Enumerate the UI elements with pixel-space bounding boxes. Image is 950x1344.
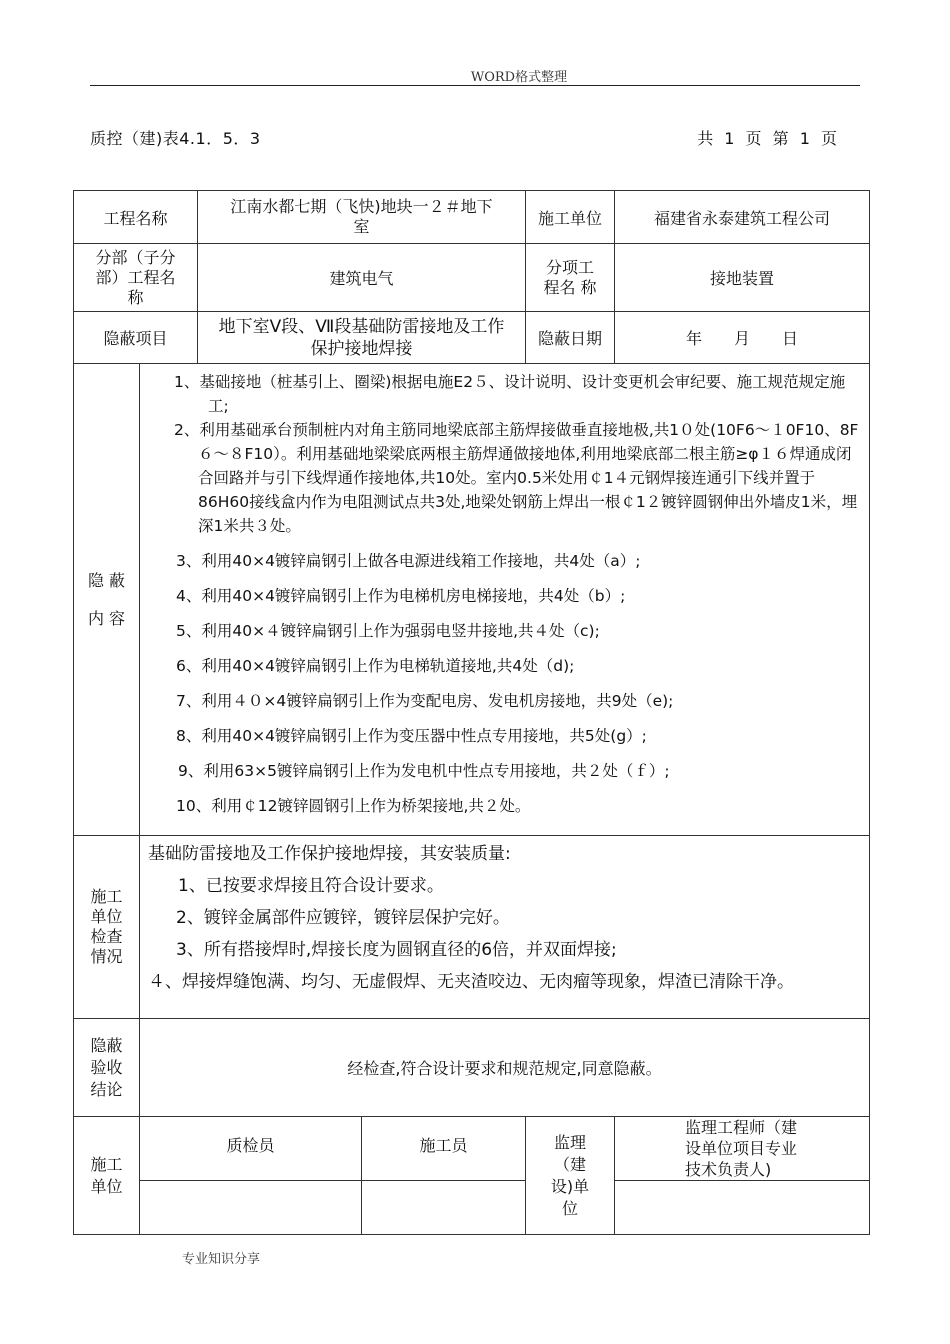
check-row	[74, 836, 870, 1019]
contractor-label: 施工单位	[526, 191, 615, 244]
sig-engineer-blank	[615, 1181, 870, 1235]
concealed-date-label: 隐蔽日期	[526, 312, 615, 364]
content-item-8: 8、利用40×4镀锌扁钢引上作为变压器中性点专用接地，共5处(g）;	[176, 727, 647, 745]
sig-builder-blank	[362, 1181, 526, 1235]
content-item-1: 1、基础接地（桩基引上、圈梁)根据电施E2５、设计说明、设计变更机会审纪要、施工规范规定施工;	[174, 373, 846, 415]
check-item-3: 3、所有搭接焊时,焊接长度为圆钢直径的6倍，并双面焊接;	[176, 940, 617, 960]
content-item-6: 6、利用40×4镀锌扁钢引上作为电梯轨道接地,共4处（d);	[176, 657, 575, 675]
signature-blank-row	[74, 1181, 870, 1235]
project-name-value: 江南水都七期（飞快)地块一２＃地下室	[198, 191, 526, 244]
check-label: 施工单位检查情况	[74, 836, 140, 1019]
division-row	[74, 244, 870, 312]
division-label: 分部（子分部）工程名称	[74, 244, 198, 312]
subitem-label: 分项工程名 称	[526, 244, 615, 312]
content-item-10: 10、利用￠12镀锌圆钢引上作为桥架接地,共２处。	[176, 797, 531, 815]
content-item-4: 4、利用40×4镀锌扁钢引上作为电梯机房电梯接地，共4处（b）;	[176, 587, 626, 605]
form-code: 质控（建)表4.1．5．3	[90, 129, 261, 148]
acceptance-conclusion: 经检查,符合设计要求和规范规定,同意隐蔽。	[140, 1019, 870, 1117]
sig-inspector-label: 质检员	[140, 1117, 362, 1181]
content-label-line-2: 内 容	[87, 608, 126, 628]
content-item-5: 5、利用40×４镀锌扁钢引上作为强弱电竖井接地,共４处（c);	[176, 622, 600, 640]
content-item-3: 3、利用40×4镀锌扁钢引上做各电源进线箱工作接地，共4处（a）;	[176, 552, 641, 570]
concealed-item-value: 地下室Ⅴ段、Ⅶ段基础防雷接地及工作保护接地焊接	[198, 312, 526, 364]
content-list	[140, 364, 870, 836]
sig-inspector-blank	[140, 1181, 362, 1235]
content-item-7: 7、利用４０×4镀锌扁钢引上作为变配电房、发电机房接地，共9处（e);	[176, 692, 674, 710]
acceptance-row	[74, 1019, 870, 1117]
content-item-2: 2、利用基础承台预制桩内对角主筋同地梁底部主筋焊接做垂直接地极,共1０处(10F6～１0F10、8F６～８F10）。利用基础地梁梁底两根主筋焊通做接地体,利用地梁底部二根主筋≥φ１６焊通成闭合回路并与引下线焊通作接地体,共10处。室内0.5米处用￠1４元钢焊接连通引下线并置于86H60接线盒内作为电阻测试点共3处,地梁处钢筋上焊出一根￠1２镀锌圆钢伸出外墙皮1米，埋深1米共３处。	[174, 421, 859, 535]
content-row	[74, 364, 870, 836]
contractor-value: 福建省永泰建筑工程公司	[615, 191, 870, 244]
sig-engineer-label: 监理工程师（建设单位项目专业技术负责人)	[615, 1117, 870, 1181]
header-title: WORD格式整理	[470, 70, 568, 85]
check-item-1: 1、已按要求焊接且符合设计要求。	[178, 876, 444, 896]
check-item-2: 2、镀锌金属部件应镀锌，镀锌层保护完好。	[176, 908, 510, 928]
check-intro: 基础防雷接地及工作保护接地焊接，其安装质量:	[148, 844, 511, 864]
check-content	[140, 836, 870, 1019]
header-rule	[90, 85, 860, 86]
signature-header-row	[74, 1117, 870, 1181]
concealed-item-row	[74, 312, 870, 364]
division-value: 建筑电气	[198, 244, 526, 312]
project-name-label: 工程名称	[74, 191, 198, 244]
check-item-4: ４、焊接焊缝饱满、均匀、无虚假焊、无夹渣咬边、无肉瘤等现象，焊渣已清除干净。	[148, 972, 794, 992]
concealed-works-form	[73, 190, 870, 1235]
sig-contractor-label: 施工单位	[74, 1117, 140, 1235]
footer-text: 专业知识分享	[182, 1252, 261, 1267]
sig-supervisor-label: 监理（建设)单位	[526, 1117, 615, 1235]
subitem-value: 接地装置	[615, 244, 870, 312]
concealed-item-label: 隐蔽项目	[74, 312, 198, 364]
content-item-9: 9、利用63×5镀锌扁钢引上作为发电机中性点专用接地，共２处（ｆ）;	[178, 762, 670, 780]
content-label	[74, 364, 140, 836]
sig-builder-label: 施工员	[362, 1117, 526, 1181]
project-row	[74, 191, 870, 244]
page-count: 共 1 页 第 1 页	[697, 129, 840, 148]
acceptance-label: 隐蔽验收结论	[74, 1019, 140, 1117]
concealed-date-value: 年 月 日	[615, 312, 870, 364]
content-label-line-1: 隐 蔽	[87, 570, 126, 590]
